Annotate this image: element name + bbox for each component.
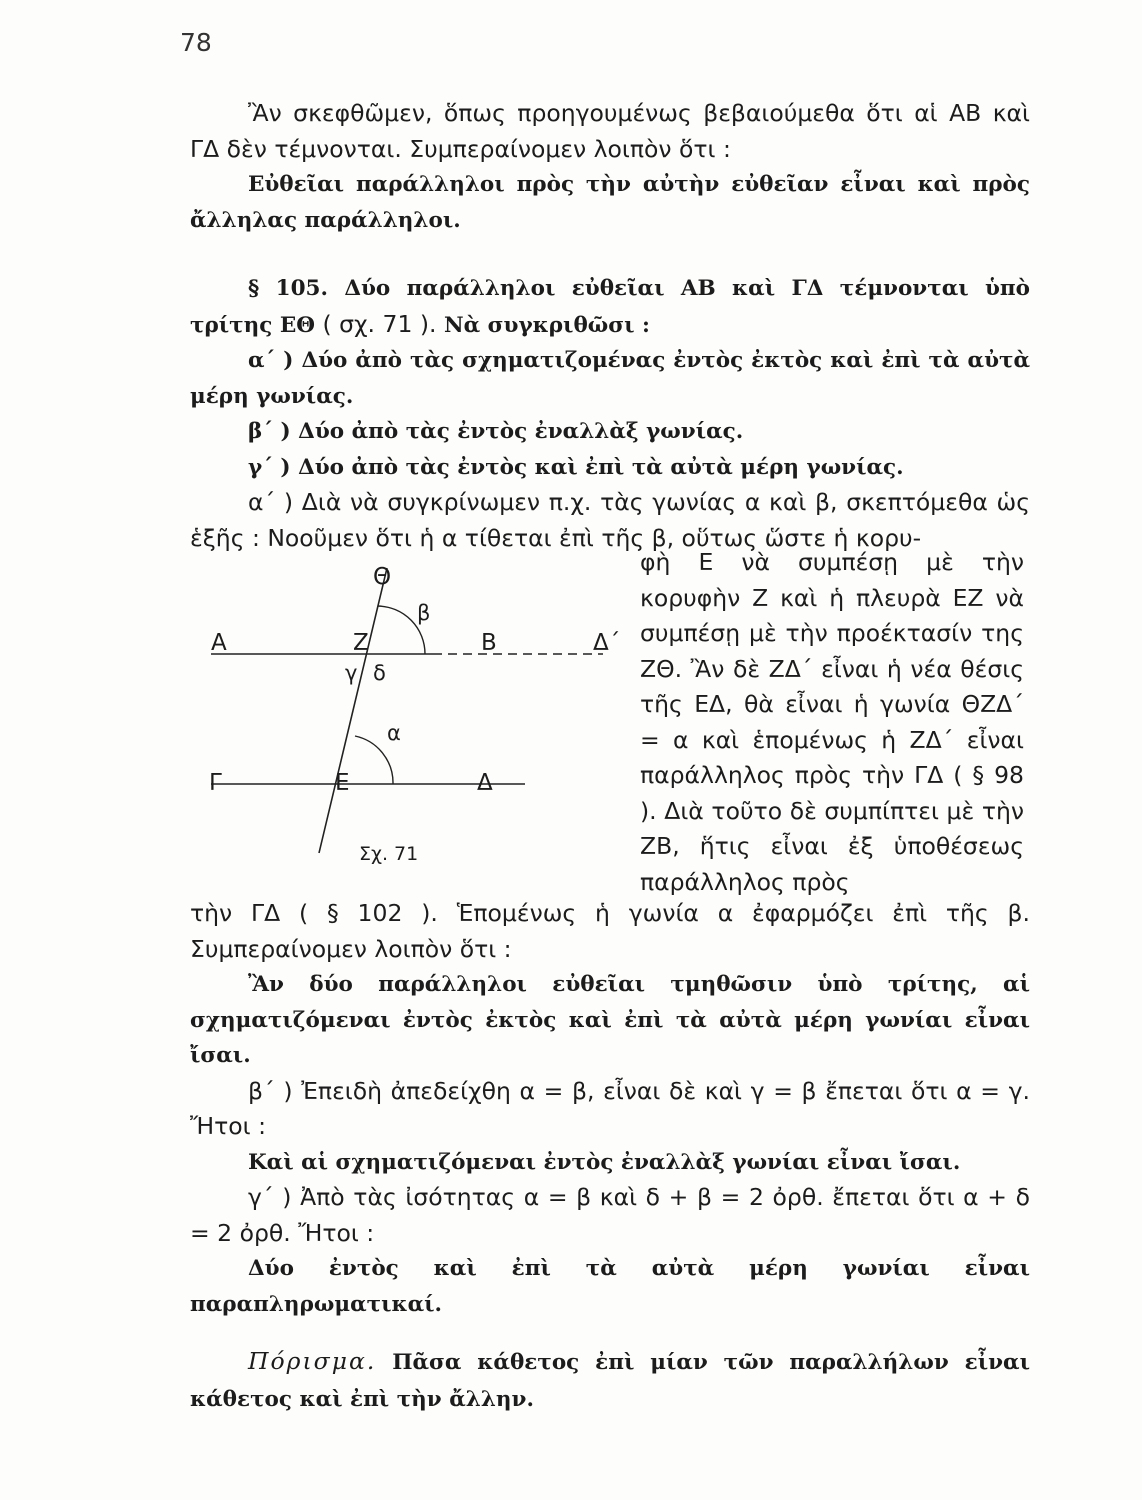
- figure-caption: Σχ. 71: [359, 843, 419, 865]
- label-delta-angle: δ: [373, 661, 386, 685]
- label-A: Α: [211, 630, 227, 656]
- transversal-ETheta: [319, 568, 387, 853]
- paragraph-intro: Ἂν σκεφθῶμεν, ὅπως προηγουμένως βεβαιούμεθα ὅτι αἱ ΑΒ καὶ ΓΔ δὲν τέμνονται. Συμπεραίνομεν λοιπὸν ὅτι :: [190, 99, 1030, 163]
- label-beta-angle: β: [417, 601, 431, 625]
- theorem-co-interior-angles: Δύο ἐντὸς καὶ ἐπὶ τὰ αὐτὰ μέρη γωνίαι εἶναι παραπληρωματικαί.: [190, 1256, 1030, 1317]
- corollary-label: Πόρισμα.: [248, 1347, 377, 1375]
- figure-71: [195, 548, 635, 878]
- label-Z: Ζ: [353, 630, 369, 656]
- theorem-alternate-angles: Καὶ αἱ σχηματιζόμεναι ἐντὸς ἐναλλὰξ γωνίαι εἶναι ἴσαι.: [248, 1149, 961, 1175]
- question-a: α΄ ) Δύο ἀπὸ τὰς σχηματιζομένας ἐντὸς ἐκτὸς καὶ ἐπὶ τὰ αὐτὰ μέρη γωνίας.: [190, 348, 1030, 409]
- section-105-task: Νὰ συγκριθῶσι :: [444, 312, 650, 338]
- label-D-prime: Δ΄: [593, 630, 621, 656]
- label-D: Δ: [477, 770, 493, 796]
- figure-reference: ( σχ. 71 ).: [322, 309, 437, 338]
- label-G: Γ: [209, 770, 222, 796]
- label-B: Β: [481, 630, 497, 656]
- label-E: Ε: [335, 770, 350, 796]
- label-theta: Θ: [373, 564, 392, 590]
- question-g: γ΄ ) Δύο ἀπὸ τὰς ἐντὸς καὶ ἐπὶ τὰ αὐτὰ μέρη γωνίας.: [248, 454, 904, 480]
- section-105-heading: [190, 270, 1030, 343]
- answer-g: γ΄ ) Ἀπὸ τὰς ἰσότητας α = β καὶ δ + β = 2 ὀρθ. ἔπεται ὅτι α + δ = 2 ὀρθ. Ἤτοι :: [190, 1183, 1030, 1247]
- label-gamma-angle: γ: [345, 661, 358, 685]
- question-b: β΄ ) Δύο ἀπὸ τὰς ἐντὸς ἐναλλὰξ γωνίας.: [248, 419, 744, 444]
- text-beside-figure: [640, 545, 1024, 900]
- answer-a-end: τὴν ΓΔ ( § 102 ). Ἑπομένως ἡ γωνία α ἐφαρμόζει ἐπὶ τῆς β. Συμπεραίνομεν λοιπὸν ὅτι :: [190, 899, 1030, 963]
- theorem-parallel-transitive: Εὐθεῖαι παράλληλοι πρὸς τὴν αὐτὴν εὐθεῖαν εἶναι καὶ πρὸς ἄλληλας παράλληλοι.: [190, 172, 1030, 233]
- text-top: [190, 96, 1030, 238]
- label-alpha-angle: α: [387, 721, 401, 745]
- corollary: [190, 1344, 1030, 1417]
- answer-b: β΄ ) Ἐπειδὴ ἀπεδείχθη α = β, εἶναι δὲ καὶ γ = β ἔπεται ὅτι α = γ. Ἤτοι :: [190, 1076, 1030, 1140]
- corollary-text: Πᾶσα κάθετος ἐπὶ μίαν τῶν παραλλήλων εἶναι κάθετος καὶ ἐπὶ τὴν ἄλλην.: [190, 1350, 1030, 1412]
- page-number: 78: [180, 28, 212, 57]
- answer-a-start: α΄ ) Διὰ νὰ συγκρίνωμεν π.χ. τὰς γωνίας α καὶ β, σκεπτόμεθα ὡς ἑξῆς : Νοοῦμεν ὅτι ἡ α τίθεται ἐπὶ τῆς β, οὕτως ὥστε ἡ κορυ-: [190, 488, 1030, 552]
- answer-a-continued: φὴ Ε νὰ συμπέσῃ μὲ τὴν κορυφὴν Ζ καὶ ἡ πλευρὰ ΕΖ νὰ συμπέσῃ μὲ τὴν προέκτασίν της ΖΘ. Ἂν δὲ ΖΔ΄ εἶναι ἡ νέα θέσις τῆς ΕΔ, θὰ εἶναι ἡ γωνία ΘΖΔ΄ = α καὶ ἑπομένως ἡ ΖΔ΄ εἶναι παράλληλος πρὸς τὴν ΓΔ ( § 98 ). Διὰ τοῦτο δὲ συμπίπτει μὲ τὴν ΖΒ, ἥτις εἶναι ἐξ ὑποθέσεως παράλληλος πρὸς: [640, 548, 1024, 896]
- section-105-title: § 105. Δύο παράλληλοι εὐθεῖαι ΑΒ καὶ ΓΔ τέμνονται ὑπὸ τρίτης ΕΘ: [190, 276, 1030, 338]
- theorem-corresponding-angles: Ἂν δύο παράλληλοι εὐθεῖαι τμηθῶσιν ὑπὸ τρίτης, αἱ σχηματιζόμεναι ἐντὸς ἐκτὸς καὶ ἐπὶ τὰ αὐτὰ μέρη γωνίαι εἶναι ἴσαι.: [190, 972, 1030, 1068]
- text-bottom: [190, 896, 1030, 1417]
- section-105: [190, 270, 1030, 556]
